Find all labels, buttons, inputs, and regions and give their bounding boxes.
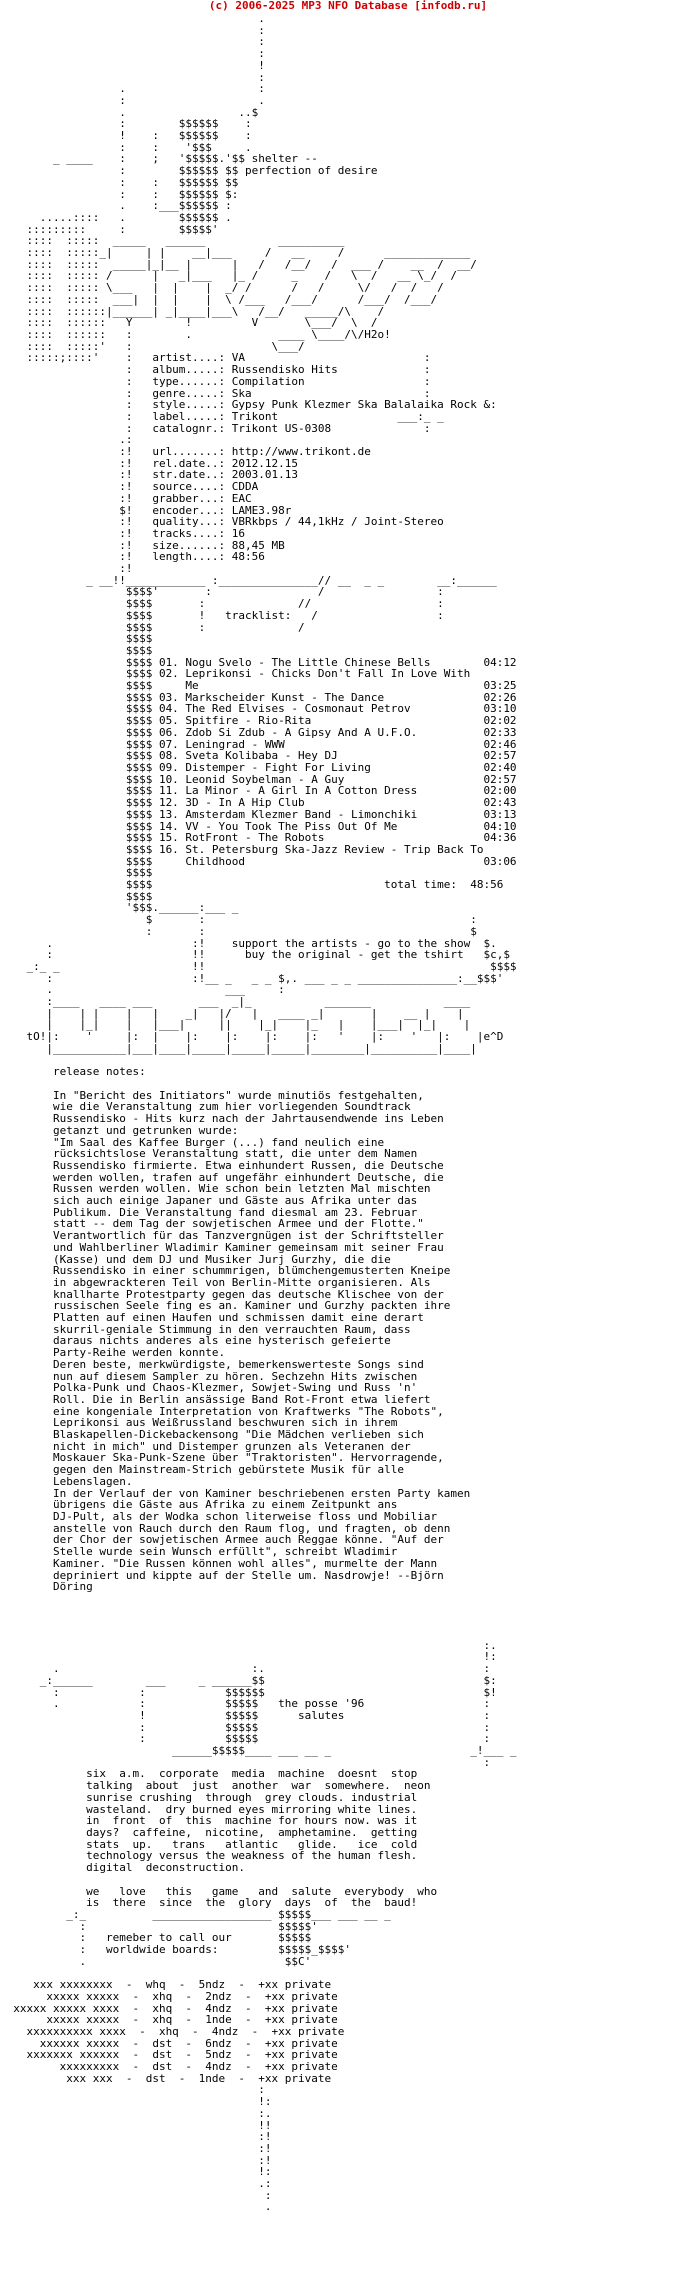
copyright-header: (c) 2006-2025 MP3 NFO Database [infodb.ru] [208, 0, 488, 12]
nfo-document-body: . : : : ! : . : : . . ..$ : $$$$$$ : ! : $$$$$$ : : : '$$$ . _ ____ : ; '$$$$$.'$$ shelter -- : $$$$$$ $$ perfection of desire : : $$$$$$ $$ : : $$$$$$ $: . :___$$$$$$ : .....:::: . $$$$$$ . ::::::::: : $$$$$' :::: ::::: _____ ______ __________ :::: :::::_| | | __|___ / __ / _____________ :::: ::::: _____|_|__ | | / /__/ / ___ / __ / __/ :::: ::::: / | _|___ |_ / _ / \ / __ \_/ / :::: ::::: \___ | | | _/ / / / \/ / / / :::: ::::: ___| | | | \ /___ /___/ /___/ /___/ :::: ::::::|______| _|____|___\ /__/ _____/\ / :::: :::::: Y ! V \___/ \ / :::: :::::: : . ____ \____/\/H2o! :::: :::::' : \___/ :::::;::::' : artist....: VA : : album.....: Russendisko Hits : : type......: Compilation : : genre.....: Ska : : style.....: Gypsy Punk Klezmer Ska Balalaika Rock &: : label.....: Trikont ___:_ _ : catalognr.: Trikont US-0308 : .: :! url.......: http://www.trikont.de :! rel.date..: 2012.12.15 :! str.date..: 2003.01.13 :! source....: CDDA :! grabber...: EAC $! encoder...: LAME3.98r :! quality...: VBRkbps / 44,1kHz / Joint-Stereo :! tracks....: 16 :! size......: 88,45 MB :! length....: 48:56 :! _ __!!____________ :_______________// __ _ _ __:______ $$$$' : / : $$$$ : // : $$$$ ! tracklist: / : $$$$ : / $$$$ $$$$ $$$$ 01. Nogu Svelo - The Little Chinese Bells 04:12 $$$$ 02. Leprikonsi - Chicks Don't Fall In Love With $$$$ Me 03:25 $$$$ 03. Markscheider Kunst - The Dance 02:26 $$$$ 04. The Red Elvises - Cosmonaut Petrov 03:10 $$$$ 05. Spitfire - Rio-Rita 02:02 $$$$ 06. Zdob Si Zdub - A Gipsy And A U.F.O. 02:33 $$$$ 07. Leningrad - WWW 02:46 $$$$ 08. Sveta Kolibaba - Hey DJ 02:57 $$$$ 09. Distemper - Fight For Living 02:40 $$$$ 10. Leonid Soybelman - A Guy 02:57 $$$$ 11. La Minor - A Girl In A Cotton Dress 02:00 $$$$ 12. 3D - In A Hip Club 02:43 $$$$ 13. Amsterdam Klezmer Band - Limonchiki 03:13 $$$$ 14. VV - You Took The Piss Out Of Me 04:10 $$$$ 15. RotFront - The Robots 04:36 $$$$ 16. St. Petersburg Ska-Jazz Review - Trip Back To $$$$ Childhood 03:06 $$$$ $$$$ total time: 48:56 $$$$ '$$$.______:___ _ $ : : : : $ . :! support the artists - go to the show $. : !! buy the original - get the tshirt $c,$ _:_ _ !! $$$$ : :!__ _ _ _ $,. ___ _ _ _______________:__$$$' . ___ : :____ ____ ___ ___ _|_ _______ ____ | | | | | _| |/ | ____ _| | __ | | | |_| | |___| || |_| |_ | |___| |_| | tO!|: ' |: | |: |: |: |: ' |: ' |: |e^D |___________|___|____|_____|_____|_____|________|__________|____| release notes: In "Bericht des Initiators" wurde minutiös festgehalten, wie die Veranstaltung zum hier vorliegenden Soundtrack Russendisko - Hits kurz nach der Jahrtausendwende ins Leben getanzt und getrunken wurde: "Im Saal des Kaffee Burger (...) fand neulich eine rücksichtslose Veranstaltung statt, die unter dem Namen Russendisko firmierte. Etwa einhundert Russen, die Deutsche werden wollen, trafen auf ungefähr einhundert Deutsche, die Russen werden wollen. Wie schon bein letzten Mal mischten sich auch einige Japaner und Gäste aus Afrika unter das Publikum. Die Veranstaltung fand diesmal am 23. Februar statt -- dem Tag der sowjetischen Armee und der Flotte." Verantwortlich für das Tanzvergnügen ist der Schriftsteller und Wahlberliner Wladimir Kaminer gemeinsam mit seiner Frau (Kasse) und dem DJ und Musiker Jurj Gurzhy, die die Russendisko in einer schummrigen, blümchengemusterten Kneipe in abgewrackteren Teil von Berlin-Mitte organisieren. Als knallharte Protestparty gegen das deutsche Klischee von der russischen Seele fing es an. Kaminer und Gurzhy packten ihre Platten auf einen Haufen und schmissen damit eine derart skurril-geniale Stimmung in den verrauchten Raum, dass daraus nichts anderes als eine hysterisch gefeierte Party-Reihe werden konnte. Deren beste, merkwürdigste, bemerkenswerteste Songs sind nun auf diesem Sampler zu hören. Sechzehn Hits zwischen Polka-Punk und Chaos-Klezmer, Sowjet-Swing und Russ 'n' Roll. Die in Berlin ansässige Band Rot-Front etwa liefert eine kongeniale Interpretation von Kraftwerks "The Robots", Leprikonsi aus Weißrussland beschwuren sich in ihrem Blaskapellen-Dickebackensong "Die Mädchen verlieben sich nicht in mich" und Distemper grunzen als Veteranen der Moskauer Ska-Punk-Szene über "Traktoristen". Hervorragende, gegen den Mainstream-Strich gebürstete Musik für alle Lebenslagen. In der Verlauf der von Kaminer beschriebenen ersten Party kamen übrigens die Gäste aus Afrika zu einem Zeitpunkt ans DJ-Pult, als der Wodka schon literweise floss und Mobiliar anstelle von Rauch durch den Raum flog, und fragten, ob denn der Chor der sowjetischen Armee auch Reggae könne. "Auf der Stelle wurde sein Wunsch erfüllt", schreibt Wladimir Kaminer. "Die Russen können wohl alles", murmelte der Mann depriniert und kippte auf der Stelle um. Nasdrowje! --Björn Döring :. !: . :. : _:______ ___ _ ______$$ $: : : $$$$$$ $! . : $$$$$ the posse '96 : ! $$$$$ salutes : : $$$$$ : : $$$$$ : ______$$$$$____ ___ __ _ _!___ _ : six a.m. corporate media machine doesnt stop talking about just another war somewhere. neon sunrise crushing through grey clouds. industrial wasteland. dry burned eyes mirroring white lines. in front of this machine for hours now. was it days? caffeine, nicotine, amphetamine. getting stats up. trans atlantic glide. ice cold technology versus the weakness of the human flesh. digital deconstruction. we love this game and salute everybody who is there since the glory days of the baud! _:_ __________________ $$$$$___ ___ __ _ : $$$$$' : remeber to call our $$$$$ : worldwide boards: $$$$$_$$$$' . $$C' xxx xxxxxxxx - whq - 5ndz - +xx private xxxxx xxxxx - xhq - 2ndz - +xx private xxxxx xxxxx xxxx - xhq - 4ndz - +xx private xxxxx xxxxx - xhq - 1nde - +xx private xxxxxxxxxx xxxx - xhq - 4ndz - +xx private xxxxxx xxxxx - dst - 6ndz - +xx private xxxxxxx xxxxxx - dst - 5ndz - +xx private xxxxxxxxx - dst - 4ndz - +xx private xxx xxx - dst - 1nde - +xx private : !: :. !! :! :! :! !: .: : . [13, 13, 517, 2214]
